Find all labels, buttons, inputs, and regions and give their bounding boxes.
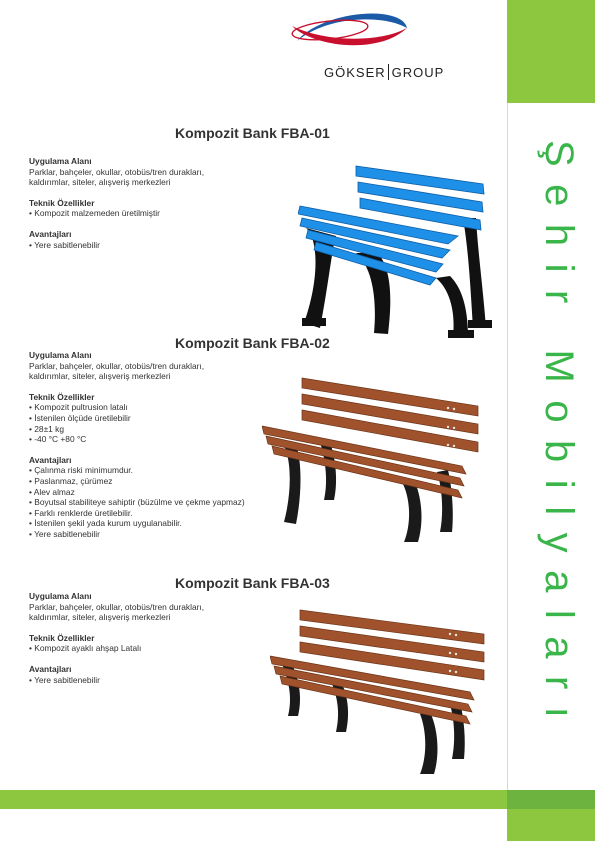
blue-bench-icon — [298, 158, 498, 340]
advantages-list — [29, 240, 279, 251]
application-line: kaldırımlar, siteler, alışveriş merkezleri — [29, 612, 171, 623]
spec-item: • Kompozit ayaklı ahşap Latalı — [29, 643, 142, 654]
specs-list — [29, 402, 279, 444]
advantages-list — [29, 465, 279, 539]
advantages-heading: Avantajları — [29, 454, 72, 465]
application-line: Parklar, bahçeler, okullar, otobüs/tren durakları, — [29, 166, 205, 177]
specs-list — [29, 643, 279, 654]
application-line: kaldırımlar, siteler, alışveriş merkezleri — [29, 177, 171, 188]
application-heading: Uygulama Alanı — [29, 156, 92, 166]
advantage-item: • Çalınma riski minimumdur. — [29, 465, 133, 476]
spec-item: • 28±1 kg — [29, 423, 65, 434]
product-description — [29, 156, 279, 250]
specs-heading: Teknik Özellikler — [29, 632, 95, 643]
advantage-item: • Alev almaz — [29, 486, 75, 497]
logo-left-text: GÖKSER — [324, 65, 386, 80]
application-line: Parklar, bahçeler, okullar, otobüs/tren durakları, — [29, 601, 205, 612]
application-line: kaldırımlar, siteler, alışveriş merkezleri — [29, 371, 171, 382]
advantage-item: • Boyutsal stabiliteye sahiptir (büzülme ve çekme yapmaz) — [29, 497, 245, 508]
gokser-logo-icon — [282, 6, 497, 96]
footer-bar-accent — [507, 790, 595, 809]
advantage-item: • Yere sabitlenebilir — [29, 528, 100, 539]
spec-item: • Kompozit pultrusion latalı — [29, 402, 128, 413]
specs-list — [29, 208, 279, 219]
application-heading: Uygulama Alanı — [29, 591, 92, 601]
footer-bar — [0, 790, 595, 809]
advantages-heading: Avantajları — [29, 663, 72, 674]
specs-heading: Teknik Özellikler — [29, 391, 95, 402]
wood-bench-icon — [262, 372, 482, 544]
advantages-heading: Avantajları — [29, 228, 72, 239]
wood-bench-icon — [270, 604, 490, 776]
logo-divider — [388, 64, 389, 80]
logo-wordmark — [324, 64, 444, 80]
sidebar-title-text: Şehir Mobilyaları — [537, 140, 581, 736]
advantage-item: • Yere sabitlenebilir — [29, 674, 100, 685]
application-line: Parklar, bahçeler, okullar, otobüs/tren durakları, — [29, 360, 205, 371]
advantage-item: • İstenilen şekil yada kurum uygulanabilir. — [29, 518, 182, 529]
application-heading: Uygulama Alanı — [29, 350, 92, 360]
product-description — [29, 591, 279, 685]
advantage-item: • Farklı renklerde üretilebilir. — [29, 507, 133, 518]
advantages-list — [29, 675, 279, 686]
product-title: Kompozit Bank FBA-03 — [175, 575, 330, 591]
logo-right-text: GROUP — [391, 65, 445, 80]
advantage-item: • Paslanmaz, çürümez — [29, 475, 113, 486]
advantage-item: • Yere sabitlenebilir — [29, 239, 100, 250]
product-title: Kompozit Bank FBA-02 — [175, 335, 330, 351]
spec-item: • -40 °C +80 °C — [29, 434, 87, 445]
sidebar-title — [521, 140, 581, 736]
spec-item: • İstenilen ölçüde üretilebilir — [29, 412, 131, 423]
product-description — [29, 350, 279, 540]
footer-area — [0, 809, 507, 841]
spec-item: • Kompozit malzemeden üretilmiştir — [29, 208, 160, 219]
product-title: Kompozit Bank FBA-01 — [175, 125, 330, 141]
specs-heading: Teknik Özellikler — [29, 197, 95, 208]
